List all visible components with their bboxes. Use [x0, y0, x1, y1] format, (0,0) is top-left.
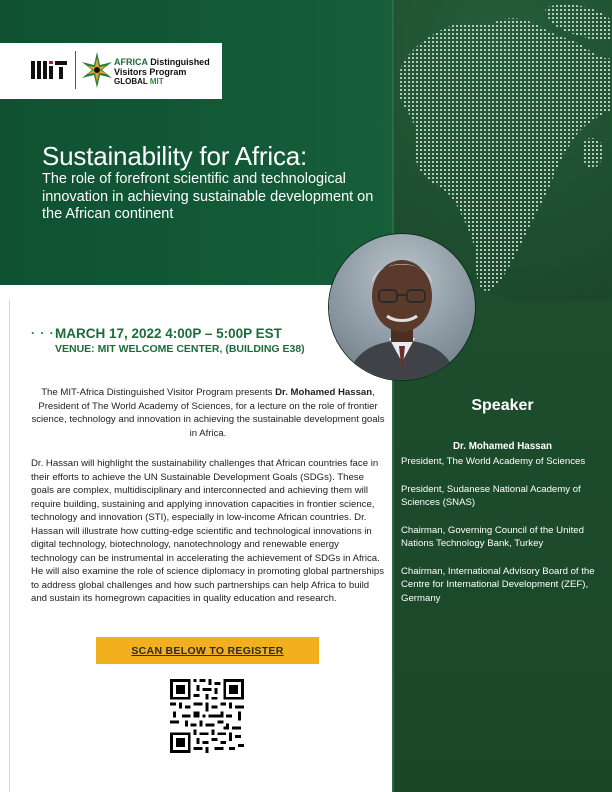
- page-title: Sustainability for Africa:: [42, 141, 308, 171]
- speaker-role: Chairman, International Advisory Board of the Centre for International Development (ZEF), Germany: [401, 565, 595, 604]
- speaker-role: President, The World Academy of Sciences: [401, 456, 586, 467]
- logo-line-1: AFRICA Distinguished: [114, 57, 210, 67]
- logo-line-3: GLOBAL MIT: [114, 77, 164, 86]
- speaker-name-inline: Dr. Mohamed Hassan: [275, 387, 373, 398]
- intro-paragraph: The MIT-Africa Distinguished Visitor Program presents Dr. Mohamed Hassan, President of The World Academy of Sciences, for a lecture on the role of frontier science, technology and innovation in achieving the sustainable development goals in Africa.: [31, 387, 385, 439]
- speaker-roles-list: [401, 455, 605, 619]
- register-button[interactable]: SCAN BELOW TO REGISTER: [96, 637, 319, 664]
- description-paragraph: Dr. Hassan will highlight the sustainability challenges that African countries face in their efforts to achieve the UN Sustainable Development Goals (SDGs). These goals are complex, multidisciplinary and interconnected and achieving them will require building, sustaining and applying innovation capacities in frontier science, technology and innovation (STI), especially in low-income African countries. Dr. Hassan will illustrate how cutting-edge scientific and technological innovations in digital technology, biotechnology, nanotechnology and renewable energy technology can be instrumental in accelerating the achievement of SDGs in Africa. He will also examine the role of science diplomacy in promoting global partnerships to address global challenges and how such partnerships can help Africa to build and sustain its homegrown capacities in quality education and research.: [31, 458, 385, 604]
- speaker-role: Chairman, Governing Council of the United Nations Technology Bank, Turkey: [401, 524, 584, 549]
- speaker-portrait: [329, 234, 475, 380]
- logo-separator: [75, 51, 76, 89]
- speaker-heading: Speaker: [471, 397, 534, 414]
- event-venue: VENUE: MIT WELCOME CENTER, (BUILDING E38): [55, 343, 305, 355]
- africa-star-logo-icon: [82, 52, 112, 88]
- qr-code-icon[interactable]: [170, 679, 244, 753]
- logo-line-2: Visitors Program: [114, 67, 187, 77]
- speaker-name: Dr. Mohamed Hassan: [452, 441, 553, 452]
- decorative-dots: · · ·: [31, 326, 55, 340]
- left-rule: [9, 300, 10, 792]
- page-subtitle: The role of forefront scientific and technological innovation in achieving sustainable development on the African continent: [42, 171, 374, 222]
- column-divider: [392, 0, 394, 792]
- event-date: MARCH 17, 2022 4:00P – 5:00P EST: [55, 326, 282, 341]
- speaker-role: President, Sudanese National Academy of Sciences (SNAS): [401, 483, 581, 508]
